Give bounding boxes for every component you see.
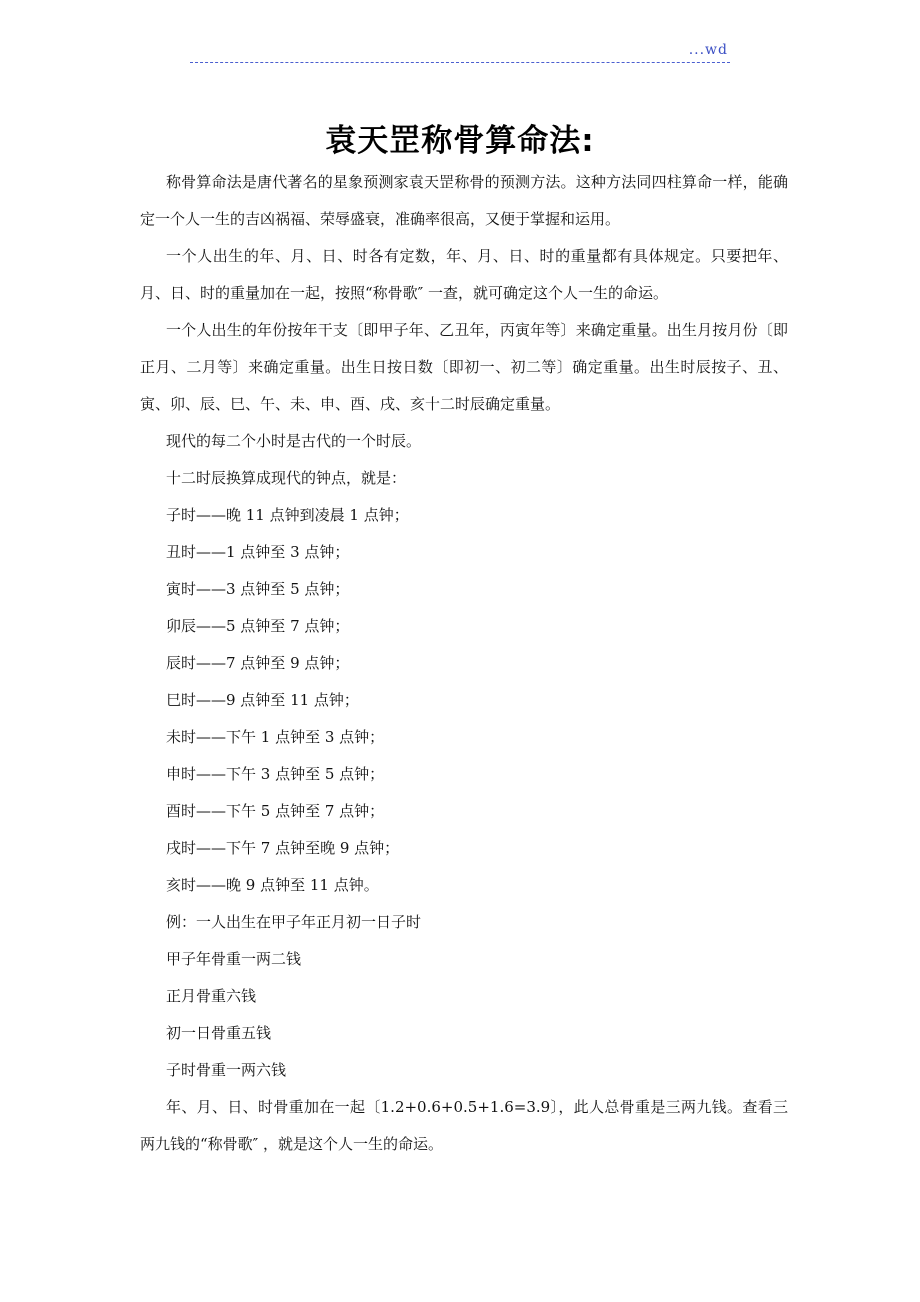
example-year-weight: 甲子年骨重一两二钱 <box>166 950 302 968</box>
list-item-zi: 子时——晚 11 点钟到凌晨 1 点钟； <box>166 506 409 524</box>
paragraph-weights: 一个人出生的年、月、日、时各有定数，年、月、日、时的重量都有具体规定。只要把年、月、日、时的重量加在一起，按照“称骨歌″ 一查，就可确定这个人一生的命运。 <box>140 247 788 302</box>
paragraph-conversion-intro: 十二时辰换算成现代的钟点，就是： <box>166 469 407 487</box>
list-item-yin: 寅时——3 点钟至 5 点钟； <box>166 580 350 598</box>
list-item-xu: 戌时——下午 7 点钟至晚 9 点钟； <box>166 839 400 857</box>
paragraph-total: 年、月、日、时骨重加在一起〔1.2+0.6+0.5+1.6=3.9〕，此人总骨重是三两九钱。查看三两九钱的“称骨歌″ ，就是这个人一生的命运。 <box>140 1098 788 1153</box>
list-item-chou: 丑时——1 点钟至 3 点钟； <box>166 543 350 561</box>
paragraph-shichen: 现代的每二个小时是古代的一个时辰。 <box>166 432 422 450</box>
paragraph-intro: 称骨算命法是唐代著名的星象预测家袁天罡称骨的预测方法。这种方法同四柱算命一样，能确定一个人一生的吉凶祸福、荣辱盛衰，准确率很高，又便于掌握和运用。 <box>140 173 788 228</box>
paragraph-example: 例：一人出生在甲子年正月初一日子时 <box>166 913 422 931</box>
list-item-shen: 申时——下午 3 点钟至 5 点钟； <box>166 765 385 783</box>
example-day-weight: 初一日骨重五钱 <box>166 1024 272 1042</box>
list-item-chen: 辰时——7 点钟至 9 点钟； <box>166 654 350 672</box>
document-body <box>140 164 788 1163</box>
list-item-hai: 亥时——晚 9 点钟至 11 点钟。 <box>166 876 379 894</box>
list-item-mao: 卯辰——5 点钟至 7 点钟； <box>166 617 350 635</box>
page-header <box>190 40 730 63</box>
list-item-wei: 未时——下午 1 点钟至 3 点钟； <box>166 728 385 746</box>
paragraph-method: 一个人出生的年份按年干支〔即甲子年、乙丑年，丙寅年等〕来确定重量。出生月按月份〔即正月、二月等〕来确定重量。出生日按日数〔即初一、初二等〕确定重量。出生时辰按子、丑、寅、卯、辰、巳、午、未、申、酉、戌、亥十二时辰确定重量。 <box>140 321 788 413</box>
list-item-si: 巳时——9 点钟至 11 点钟； <box>166 691 359 709</box>
example-hour-weight: 子时骨重一两六钱 <box>166 1061 287 1079</box>
list-item-you: 酉时——下午 5 点钟至 7 点钟； <box>166 802 385 820</box>
header-text: ...wd <box>688 42 728 58</box>
example-month-weight: 正月骨重六钱 <box>166 987 257 1005</box>
document-title: 袁天罡称骨算命法: <box>325 123 595 159</box>
